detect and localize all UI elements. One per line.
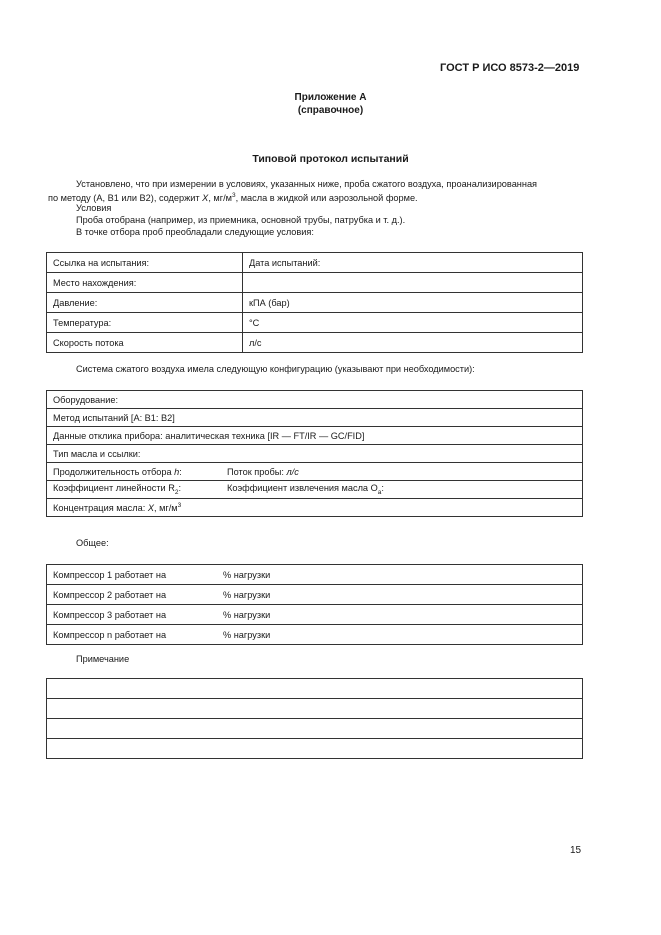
- conc-unit: , мг/м: [153, 503, 178, 514]
- compressor-label: Компрессор 1 работает на: [53, 569, 167, 580]
- conditions-cell: кПА (бар): [243, 293, 583, 313]
- table-row: [47, 293, 583, 313]
- compressor-label: Компрессор n работает на: [53, 629, 167, 640]
- compressor-load: % нагрузки: [223, 589, 271, 600]
- general-label: Общее:: [76, 538, 109, 548]
- note-cell: [47, 699, 583, 719]
- duration-flow-cell: [47, 463, 583, 481]
- compressor-cell: [47, 625, 583, 645]
- conc-sup: 3: [177, 501, 182, 509]
- compressor-load: % нагрузки: [223, 569, 271, 580]
- linearity-colon: :: [178, 483, 182, 494]
- method-cell: Метод испытаний [А: В1: В2]: [47, 409, 583, 427]
- conditions-cell: Скорость потока: [47, 333, 243, 353]
- table-row: [47, 719, 583, 739]
- note-cell: [47, 719, 583, 739]
- table-row: [47, 481, 583, 499]
- page-number: 15: [570, 845, 582, 856]
- intro-line-2-b: , мг/м: [208, 193, 232, 204]
- response-cell: Данные отклика прибора: аналитическая техника [IR — FT/IR — GC/FID]: [47, 427, 583, 445]
- table-row: [47, 605, 583, 625]
- table-row: [47, 313, 583, 333]
- compressor-cell: [47, 565, 583, 585]
- compressor-load: % нагрузки: [223, 609, 271, 620]
- duration-var: h: [174, 466, 180, 477]
- intro-line-2-a: по методу (А, В1 или В2), содержит: [48, 193, 203, 204]
- conditions-cell: °С: [243, 313, 583, 333]
- linearity-text: Коэффициент линейности R: [53, 483, 175, 494]
- document-code: ГОСТ Р ИСО 8573-2—2019: [440, 62, 580, 74]
- intro-line-1: Установлено, что при измерении в условиях, указанных ниже, проба сжатого воздуха, проанализированная: [76, 179, 538, 189]
- intro-line-5: В точке отбора проб преобладали следующие условия:: [76, 227, 314, 237]
- table-row: [47, 565, 583, 585]
- table-row: [47, 445, 583, 463]
- table-row: [47, 499, 583, 517]
- intro-paragraph: [48, 178, 583, 190]
- flow-label: [227, 467, 299, 477]
- duration-text: Продолжительность отбора: [53, 466, 175, 477]
- table-row: [47, 679, 583, 699]
- duration-colon: :: [179, 466, 182, 477]
- table-row: [47, 391, 583, 409]
- appendix-title: Приложение A: [294, 92, 367, 103]
- table-row: [47, 333, 583, 353]
- recovery-colon: :: [381, 483, 384, 494]
- table-row: [47, 427, 583, 445]
- oil-type-cell: Тип масла и ссылки:: [47, 445, 583, 463]
- recovery-text: Коэффициент извлечения масла O: [227, 483, 378, 494]
- table-row: [47, 463, 583, 481]
- linearity-sub: 2: [174, 488, 179, 496]
- intro-line-4: Проба отобрана (например, из приемника, основной трубы, патрубка и т. д.).: [76, 215, 406, 225]
- conditions-cell: л/с: [243, 333, 583, 353]
- conc-var: X: [147, 503, 154, 514]
- linearity-recovery-cell: [47, 481, 583, 499]
- linearity-label: [53, 483, 227, 496]
- table-row: [47, 409, 583, 427]
- config-intro: Система сжатого воздуха имела следующую конфигурацию (указывают при необходимости):: [76, 364, 475, 374]
- conditions-cell: Место нахождения:: [47, 273, 243, 293]
- intro-line-3: Условия: [76, 203, 112, 213]
- table-row: [47, 625, 583, 645]
- compressor-cell: [47, 585, 583, 605]
- config-table: [46, 390, 583, 517]
- note-label: Примечание: [76, 654, 130, 664]
- compressor-table: [46, 564, 583, 645]
- recovery-label: [227, 483, 384, 496]
- flow-unit: л/с: [286, 466, 299, 477]
- table-row: [47, 273, 583, 293]
- flow-text: Поток пробы:: [227, 466, 287, 477]
- equipment-cell: Оборудование:: [47, 391, 583, 409]
- recovery-sub: a: [377, 488, 382, 496]
- intro-var-x: X: [202, 193, 209, 204]
- note-table: [46, 678, 583, 759]
- note-cell: [47, 739, 583, 759]
- compressor-cell: [47, 605, 583, 625]
- conc-text: Концентрация масла:: [53, 503, 148, 514]
- table-row: [47, 585, 583, 605]
- concentration-cell: [47, 499, 583, 517]
- duration-label: [53, 467, 227, 477]
- conditions-cell: [243, 273, 583, 293]
- table-row: [47, 699, 583, 719]
- conditions-cell: Ссылка на испытания:: [47, 253, 243, 273]
- note-cell: [47, 679, 583, 699]
- appendix-subtitle: (справочное): [297, 105, 364, 116]
- compressor-label: Компрессор 2 работает на: [53, 589, 167, 600]
- conditions-cell: Дата испытаний:: [243, 253, 583, 273]
- conditions-table: [46, 252, 583, 353]
- intro-line-2-c: , масла в жидкой или аэрозольной форме.: [235, 193, 418, 204]
- section-title: Типовой протокол испытаний: [252, 153, 409, 165]
- conditions-cell: Температура:: [47, 313, 243, 333]
- compressor-load: % нагрузки: [223, 629, 271, 640]
- table-row: [47, 739, 583, 759]
- compressor-label: Компрессор 3 работает на: [53, 609, 167, 620]
- table-row: [47, 253, 583, 273]
- conditions-cell: Давление:: [47, 293, 243, 313]
- intro-sup: 3: [231, 192, 236, 199]
